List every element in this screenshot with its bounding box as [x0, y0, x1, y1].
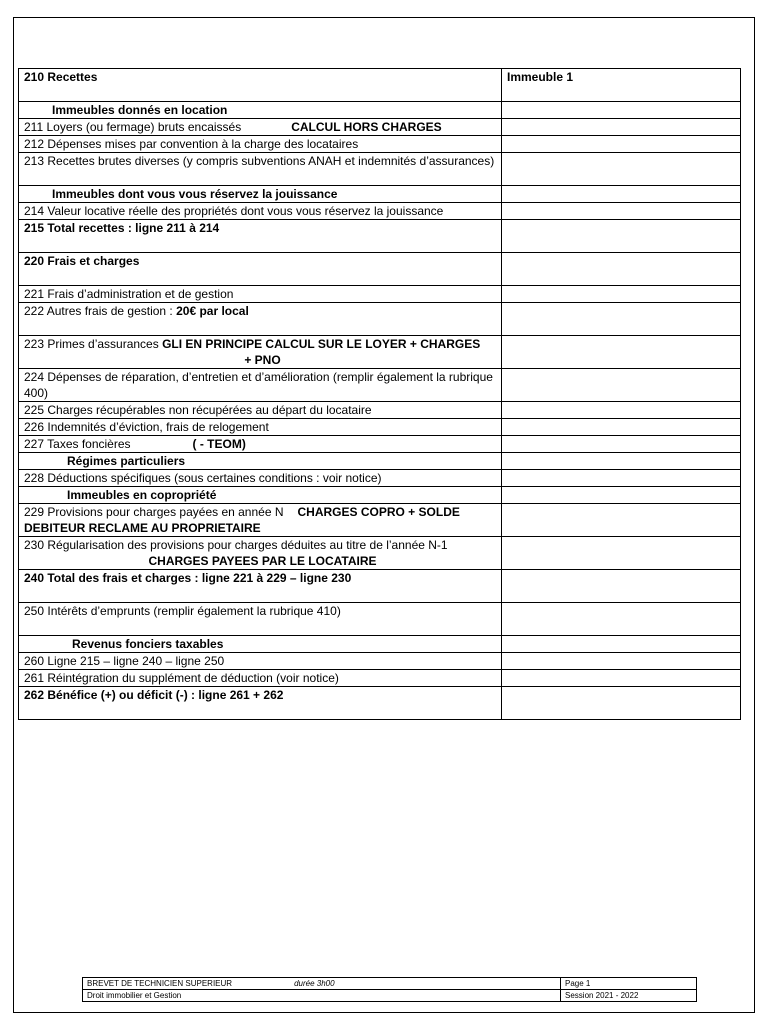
row-230 — [19, 537, 502, 570]
value-cell[interactable] — [502, 402, 741, 419]
revenue-form-table — [18, 68, 741, 720]
table-row — [19, 537, 741, 570]
table-row — [19, 504, 741, 537]
row-228: 228 Déductions spécifiques (sous certaines conditions : voir notice) — [19, 470, 502, 487]
row-211-label: 211 Loyers (ou fermage) bruts encaissés — [24, 120, 242, 134]
value-cell[interactable] — [502, 136, 741, 153]
table-row — [19, 487, 741, 504]
value-cell[interactable] — [502, 436, 741, 453]
value-cell[interactable] — [502, 687, 741, 720]
value-cell[interactable] — [502, 470, 741, 487]
row-229 — [19, 504, 502, 537]
section-immeubles-location: Immeubles donnés en location — [19, 102, 502, 119]
footer-exam-cell — [83, 978, 561, 990]
row-229-label: 229 Provisions pour charges payées en année N — [24, 505, 284, 519]
section-immeubles-jouissance: Immeubles dont vous vous réservez la jouissance — [19, 186, 502, 203]
table-row — [19, 336, 741, 369]
row-223-note-pno: + PNO — [244, 353, 281, 367]
table-row — [19, 369, 741, 402]
footer-page: Page 1 — [561, 978, 697, 990]
row-211-note: CALCUL HORS CHARGES — [291, 120, 442, 134]
value-cell[interactable] — [502, 537, 741, 570]
row-227 — [19, 436, 502, 453]
footer-exam-title: BREVET DE TECHNICIEN SUPERIEUR — [87, 978, 233, 988]
value-cell[interactable] — [502, 119, 741, 136]
table-row — [19, 570, 741, 603]
row-222-note: 20€ par local — [176, 304, 249, 318]
footer-duration: durée 3h00 — [294, 978, 335, 988]
header-immeuble-1: Immeuble 1 — [502, 69, 741, 102]
table-row — [19, 286, 741, 303]
value-cell[interactable] — [502, 487, 741, 504]
footer-row — [83, 990, 697, 1002]
row-222 — [19, 303, 502, 336]
row-229-note: CHARGES COPRO + SOLDE DEBITEUR RECLAME AU PROPRIETAIRE — [24, 505, 460, 535]
section-revenus-fonciers: Revenus fonciers taxables — [19, 636, 502, 653]
value-cell[interactable] — [502, 453, 741, 470]
value-cell[interactable] — [502, 203, 741, 220]
row-223-label: 223 Primes d’assurances — [24, 337, 159, 351]
row-227-label: 227 Taxes foncières — [24, 437, 131, 451]
table-row — [19, 636, 741, 653]
table-row — [19, 102, 741, 119]
table-row — [19, 670, 741, 687]
value-cell[interactable] — [502, 253, 741, 286]
table-row — [19, 653, 741, 670]
row-230-label: 230 Régularisation des provisions pour charges déduites au titre de l’année N-1 — [24, 538, 448, 552]
value-cell[interactable] — [502, 419, 741, 436]
value-cell[interactable] — [502, 303, 741, 336]
table-row — [19, 186, 741, 203]
row-223-note: GLI EN PRINCIPE CALCUL SUR LE LOYER + CHARGES — [162, 337, 481, 351]
row-214: 214 Valeur locative réelle des propriétés dont vous vous réservez la jouissance — [19, 203, 502, 220]
value-cell[interactable] — [502, 636, 741, 653]
row-262: 262 Bénéfice (+) ou déficit (-) : ligne 261 + 262 — [19, 687, 502, 720]
value-cell[interactable] — [502, 603, 741, 636]
row-250: 250 Intérêts d’emprunts (remplir également la rubrique 410) — [19, 603, 502, 636]
table-row — [19, 203, 741, 220]
value-cell[interactable] — [502, 369, 741, 402]
table-row — [19, 253, 741, 286]
section-regimes-particuliers: Régimes particuliers — [19, 453, 502, 470]
table-row — [19, 687, 741, 720]
footer-row — [83, 978, 697, 990]
header-recettes: 210 Recettes — [19, 69, 502, 102]
table-row — [19, 436, 741, 453]
row-223 — [19, 336, 502, 369]
row-226: 226 Indemnités d’éviction, frais de relogement — [19, 419, 502, 436]
value-cell[interactable] — [502, 653, 741, 670]
table-row — [19, 119, 741, 136]
value-cell[interactable] — [502, 670, 741, 687]
value-cell[interactable] — [502, 153, 741, 186]
row-221: 221 Frais d’administration et de gestion — [19, 286, 502, 303]
footer-subject: Droit immobilier et Gestion — [83, 990, 561, 1002]
row-261: 261 Réintégration du supplément de déduction (voir notice) — [19, 670, 502, 687]
row-220: 220 Frais et charges — [19, 253, 502, 286]
row-260: 260 Ligne 215 – ligne 240 – ligne 250 — [19, 653, 502, 670]
table-row — [19, 136, 741, 153]
table-row — [19, 402, 741, 419]
value-cell[interactable] — [502, 102, 741, 119]
value-cell[interactable] — [502, 336, 741, 369]
row-230-note: CHARGES PAYEES PAR LE LOCATAIRE — [148, 554, 377, 568]
row-224: 224 Dépenses de réparation, d’entretien et d’amélioration (remplir également la rubrique 400) — [19, 369, 502, 402]
row-225: 225 Charges récupérables non récupérées au départ du locataire — [19, 402, 502, 419]
row-240: 240 Total des frais et charges : ligne 221 à 229 – ligne 230 — [19, 570, 502, 603]
table-header-row — [19, 69, 741, 102]
value-cell[interactable] — [502, 570, 741, 603]
row-227-note: ( - TEOM) — [192, 437, 246, 451]
row-212: 212 Dépenses mises par convention à la charge des locataires — [19, 136, 502, 153]
table-row — [19, 220, 741, 253]
row-211 — [19, 119, 502, 136]
value-cell[interactable] — [502, 286, 741, 303]
row-222-label: 222 Autres frais de gestion : — [24, 304, 173, 318]
row-215: 215 Total recettes : ligne 211 à 214 — [19, 220, 502, 253]
table-row — [19, 453, 741, 470]
table-row — [19, 603, 741, 636]
value-cell[interactable] — [502, 220, 741, 253]
table-row — [19, 419, 741, 436]
footer-session: Session 2021 - 2022 — [561, 990, 697, 1002]
exam-footer — [82, 977, 697, 1002]
table-row — [19, 470, 741, 487]
section-copropriete: Immeubles en copropriété — [19, 487, 502, 504]
table-row — [19, 153, 741, 186]
row-213: 213 Recettes brutes diverses (y compris subventions ANAH et indemnités d’assurances) — [19, 153, 502, 186]
value-cell[interactable] — [502, 186, 741, 203]
value-cell[interactable] — [502, 504, 741, 537]
table-row — [19, 303, 741, 336]
